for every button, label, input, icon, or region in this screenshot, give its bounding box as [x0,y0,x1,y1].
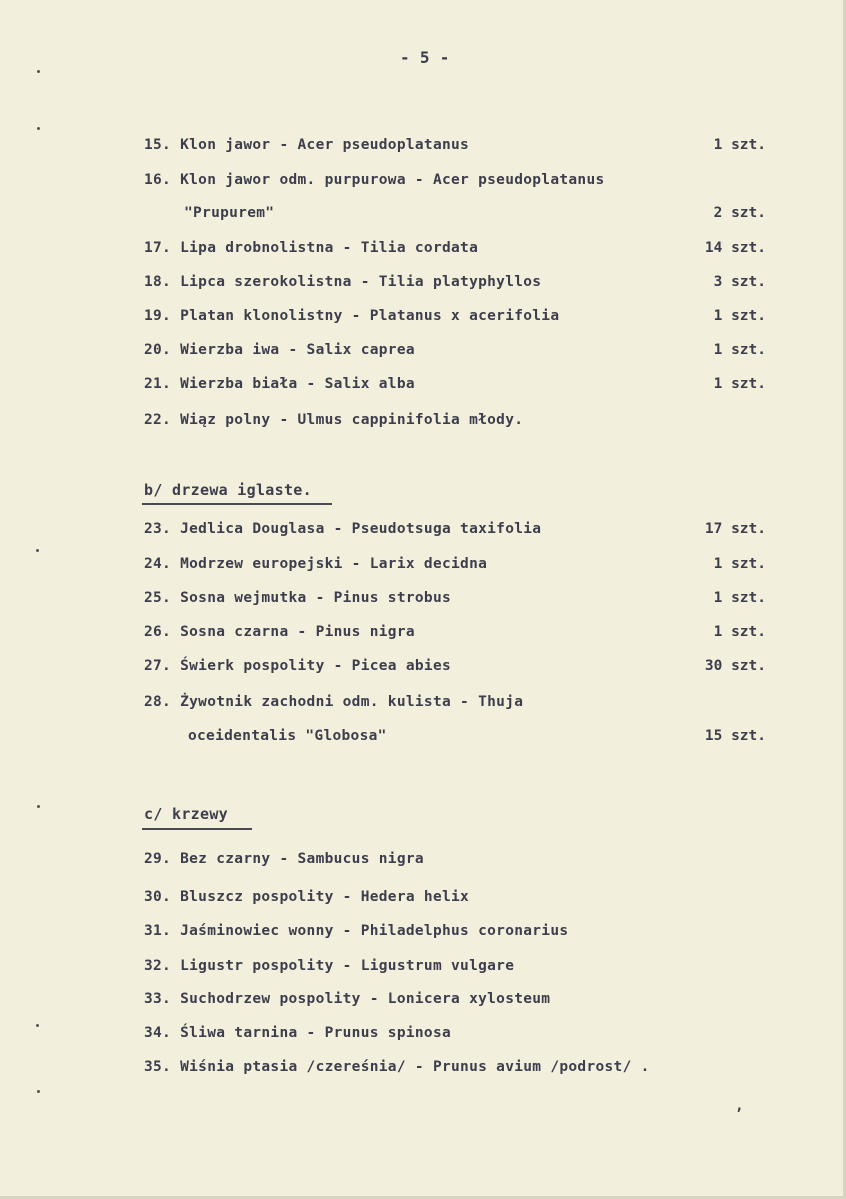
scan-speck [37,805,40,808]
page-number: - 5 - [400,48,450,67]
scan-speck [37,127,40,130]
list-item-21: 21. Wierzba biała - Salix alba [144,376,415,392]
quantity-26: 1 szt. [713,624,766,640]
list-item-35: 35. Wiśnia ptasia /czereśnia/ - Prunus avium /podrost/ . [144,1059,650,1075]
list-item-25: 25. Sosna wejmutka - Pinus strobus [144,590,452,606]
list-item-16-cont: "Prupurem" [184,205,275,221]
quantity-24: 1 szt. [713,556,766,572]
list-item-18: 18. Lipca szerokolistna - Tilia platyphyllos [144,274,542,290]
list-item-15: 15. Klon jawor - Acer pseudoplatanus [144,137,470,153]
list-item-27: 27. Świerk pospolity - Picea abies [144,658,452,674]
list-item-34: 34. Śliwa tarnina - Prunus spinosa [144,1025,452,1041]
trailing-mark: , [735,1098,745,1114]
quantity-23: 17 szt. [704,521,766,537]
section-c-underline [142,828,252,830]
scan-speck [36,549,39,552]
quantity-21: 1 szt. [713,376,766,392]
quantity-20: 1 szt. [713,342,766,358]
quantity-18: 3 szt. [713,274,766,290]
section-b-heading: b/ drzewa iglaste. [144,481,312,499]
scan-speck [37,1090,40,1093]
list-item-16: 16. Klon jawor odm. purpurowa - Acer pseudoplatanus [144,172,605,188]
list-item-26: 26. Sosna czarna - Pinus nigra [144,624,415,640]
section-b-underline [142,503,332,505]
section-c-heading: c/ krzewy [144,805,228,823]
list-item-23: 23. Jedlica Douglasa - Pseudotsuga taxifolia [144,521,542,537]
quantity-16: 2 szt. [713,205,766,221]
quantity-19: 1 szt. [713,308,766,324]
quantity-25: 1 szt. [713,590,766,606]
list-item-24: 24. Modrzew europejski - Larix decidna [144,556,488,572]
list-item-29: 29. Bez czarny - Sambucus nigra [144,851,424,867]
scan-speck [36,1024,39,1027]
list-item-33: 33. Suchodrzew pospolity - Lonicera xylosteum [144,991,551,1007]
quantity-15: 1 szt. [713,137,766,153]
quantity-28: 15 szt. [704,728,766,744]
quantity-27: 30 szt. [704,658,766,674]
list-item-32: 32. Ligustr pospolity - Ligustrum vulgare [144,958,515,974]
list-item-28-cont: oceidentalis "Globosa" [188,728,387,744]
list-item-20: 20. Wierzba iwa - Salix caprea [144,342,415,358]
scan-speck [37,70,40,73]
list-item-31: 31. Jaśminowiec wonny - Philadelphus coronarius [144,923,569,939]
quantity-17: 14 szt. [704,240,766,256]
list-item-17: 17. Lipa drobnolistna - Tilia cordata [144,240,479,256]
list-item-22: 22. Wiąz polny - Ulmus cappinifolia młody. [144,412,524,428]
list-item-19: 19. Platan klonolistny - Platanus x acerifolia [144,308,560,324]
list-item-28: 28. Żywotnik zachodni odm. kulista - Thuja [144,694,524,710]
list-item-30: 30. Bluszcz pospolity - Hedera helix [144,889,470,905]
